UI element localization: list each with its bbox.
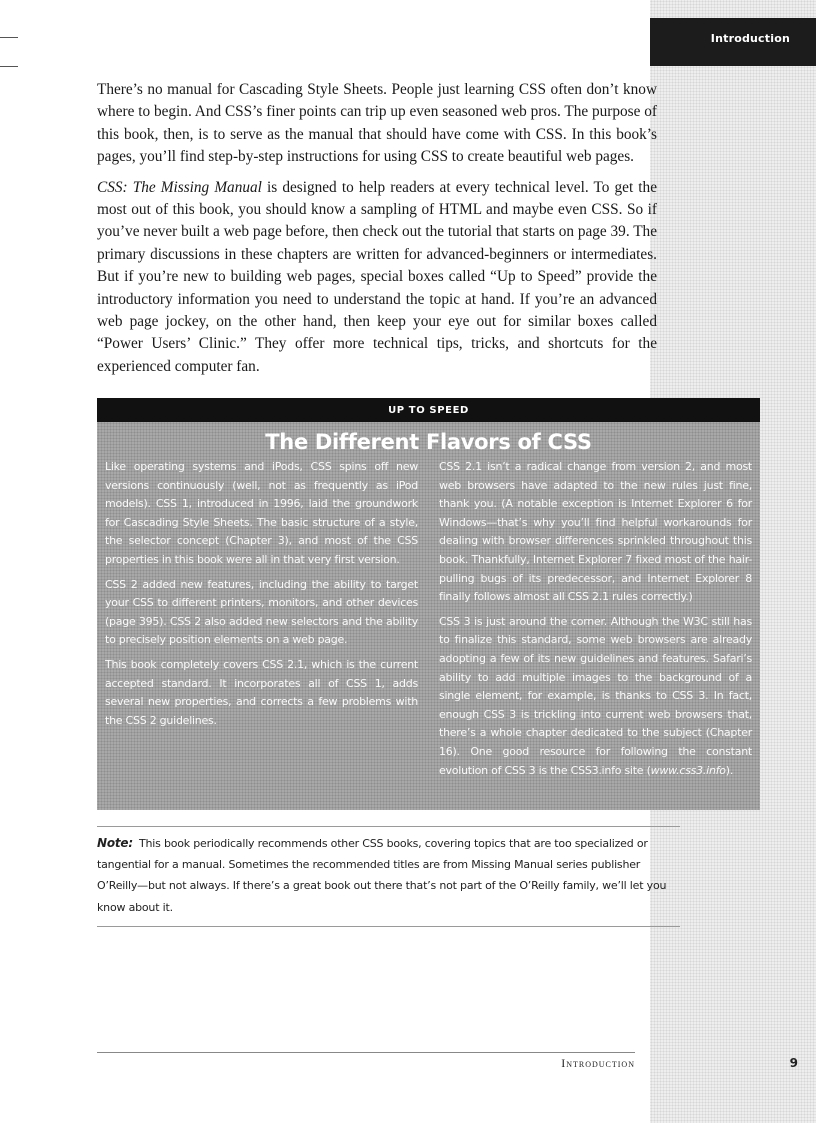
css3-info-link[interactable]: www.css3.info bbox=[650, 763, 726, 777]
page-number: 9 bbox=[789, 1056, 798, 1070]
crop-mark-top bbox=[0, 37, 18, 38]
left-column bbox=[105, 458, 418, 736]
note-block bbox=[97, 826, 680, 927]
crop-mark-bottom bbox=[0, 66, 18, 67]
right-column bbox=[439, 458, 752, 786]
up-to-speed-box bbox=[97, 398, 760, 810]
up-to-speed-title: The Different Flavors of CSS bbox=[265, 430, 592, 454]
link-close-paren: ). bbox=[725, 763, 734, 777]
book-title: CSS: The Missing Manual bbox=[97, 178, 262, 196]
footer-section-title: Introduction bbox=[561, 1056, 635, 1070]
right-paragraph-2 bbox=[439, 613, 752, 780]
up-to-speed-label: UP TO SPEED bbox=[97, 398, 760, 422]
chapter-tab: Introduction bbox=[650, 18, 816, 66]
intro-paragraph-2 bbox=[97, 177, 657, 379]
footer-rule bbox=[97, 1052, 635, 1053]
note-label: Note: bbox=[97, 836, 133, 850]
intro-paragraph-2-text: is designed to help readers at every technical level. To get the most out of this book, you should know a sampling of HTML and maybe even CSS. So if you’ve never built a web page before, then check out the tutorial that starts on page 39. The primary discussions in these chapters are written for advanced-beginners or intermediates. But if you’re new to building web pages, special boxes called “Up to Speed” provide the introductory information you need to understand the topic at hand. If you’re an advanced web page jockey, on the other hand, then keep your eye out for similar boxes called “Power Users’ Clinic.” They offer more technical tips, tricks, and shortcuts for the experienced computer fan. bbox=[97, 178, 657, 375]
left-paragraph-1: Like operating systems and iPods, CSS spins off new versions continuously (well, not as frequently as iPod models). CSS 1, introduced in 1996, laid the groundwork for Cascading Style Sheets. The basic structure of a style, the selector concept (Chapter 3), and most of the CSS properties in this book were all in that very first version. bbox=[105, 460, 418, 566]
intro-paragraph-1: There’s no manual for Cascading Style Sheets. People just learning CSS often don’t know where to begin. And CSS’s finer points can trip up even seasoned web pros. The purpose of this book, then, is to serve as the manual that should have come with CSS. In this book’s pages, you’ll find step-by-step instructions for using CSS to create beautiful web pages. bbox=[97, 81, 657, 166]
intro-body bbox=[97, 79, 657, 386]
left-paragraph-3: This book completely covers CSS 2.1, which is the current accepted standard. It incorporates all of CSS 1, adds several new properties, and corrects a few problems with the CSS 2 guidelines. bbox=[105, 657, 418, 727]
left-paragraph-2: CSS 2 added new features, including the ability to target your CSS to different printers, monitors, and other devices (page 395). CSS 2 also added new selectors and the ability to precisely position elements on a web page. bbox=[105, 577, 418, 647]
right-paragraph-1: CSS 2.1 isn’t a radical change from version 2, and most web browsers have adapted to the new rules just fine, thank you. (A notable exception is Internet Explorer 6 for Windows—that’s why you’ll find helpful workarounds for dealing with browser differences sprinkled throughout this book. Thankfully, Internet Explorer 7 fixed most of the hair-pulling bugs of its predecessor, and Internet Explorer 8 finally follows almost all CSS 2.1 rules correctly.) bbox=[439, 460, 752, 604]
right-paragraph-2-text: CSS 3 is just around the corner. Although the W3C still has to finalize this standard, some web browsers are already adopting a few of its new guidelines and features. Safari’s ability to add multiple images to the background of a single element, for example, is thanks to CSS 3. In fact, enough CSS 3 is trickling into current web browsers that, there’s a whole chapter dedicated to the subject (Chapter 16). One good resource for following the constant evolution of CSS 3 is the CSS3.info site bbox=[439, 614, 752, 777]
link-open-paren: ( bbox=[646, 763, 651, 777]
note-text: This book periodically recommends other CSS books, covering topics that are too specialized or tangential for a manual. Sometimes the recommended titles are from Missing Manual series publisher O’Reilly—but not always. If there’s a great book out there that’s not part of the O’Reilly family, we’ll let you know about it. bbox=[97, 837, 667, 914]
